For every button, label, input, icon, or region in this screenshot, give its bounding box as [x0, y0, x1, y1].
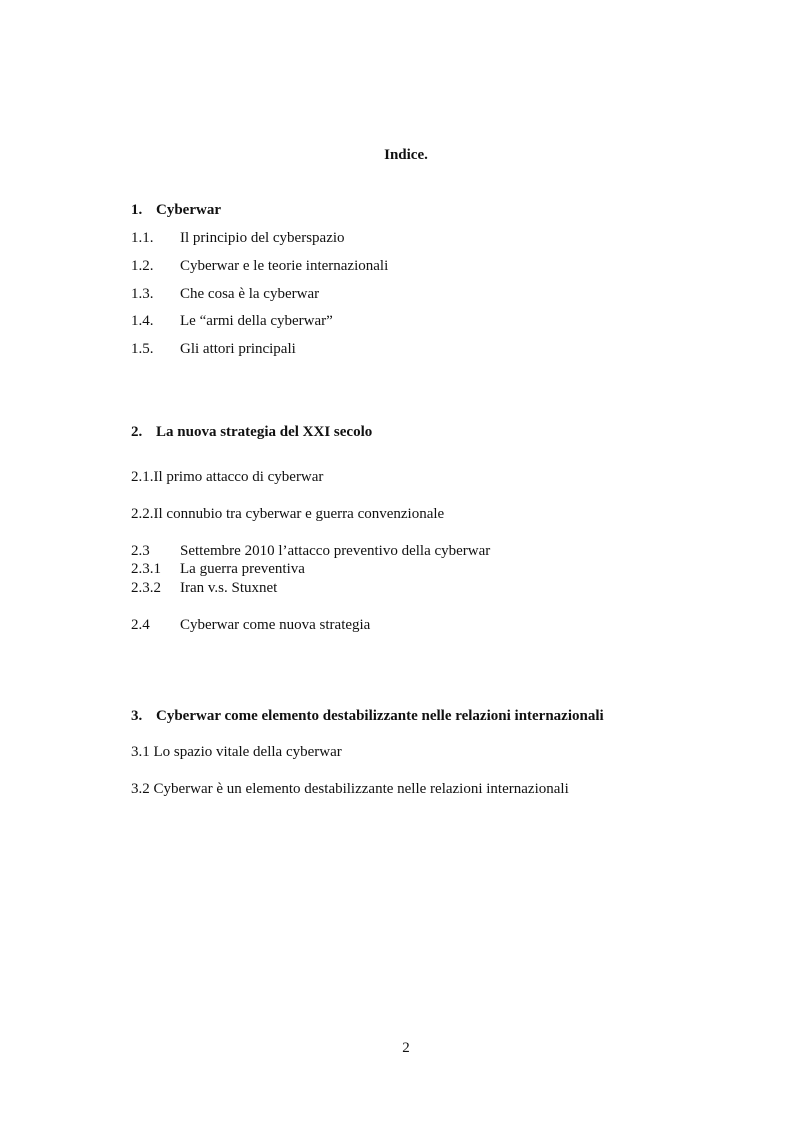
toc-entry-text: Cyberwar e le teorie internazionali	[180, 258, 389, 274]
toc-entry-number: 2.3.2	[131, 580, 161, 596]
toc-entry-2-4	[131, 618, 370, 633]
chapter-1-number: 1.	[131, 202, 143, 218]
toc-entry-1-2	[131, 259, 388, 274]
toc-entry-text: Lo spazio vitale della cyberwar	[153, 744, 342, 760]
chapter-2-heading	[131, 425, 372, 440]
chapter-2-number: 2.	[131, 424, 143, 440]
toc-entry-2-3	[131, 544, 490, 559]
toc-entry-text: Il principio del cyberspazio	[180, 230, 345, 246]
toc-entry-number: 3.2	[131, 781, 150, 797]
toc-entry-number: 1.3.	[131, 286, 154, 302]
chapter-1-title: Cyberwar	[156, 202, 221, 218]
toc-entry-2-3-2	[131, 581, 277, 596]
toc-entry-number: 2.2.	[131, 506, 154, 522]
toc-entry-text: Cyberwar come nuova strategia	[180, 617, 371, 633]
toc-entry-text: Gli attori principali	[180, 341, 296, 357]
toc-entry-number: 2.3	[131, 543, 150, 559]
toc-entry-2-2	[131, 507, 444, 522]
toc-entry-number: 1.5.	[131, 341, 154, 357]
toc-entry-1-4	[131, 314, 333, 329]
toc-entry-text: Settembre 2010 l’attacco preventivo della cyberwar	[180, 543, 491, 559]
toc-entry-text: Le “armi della cyberwar”	[180, 313, 333, 329]
chapter-3-number: 3.	[131, 708, 143, 724]
toc-entry-number: 1.2.	[131, 258, 154, 274]
index-title: Indice.	[384, 147, 428, 163]
toc-entry-text: Che cosa è la cyberwar	[180, 286, 320, 302]
toc-entry-text: Il connubio tra cyberwar e guerra convenzionale	[153, 506, 445, 522]
toc-entry-3-1	[131, 745, 342, 760]
toc-entry-text: Il primo attacco di cyberwar	[153, 469, 324, 485]
toc-entry-number: 2.1.	[131, 469, 154, 485]
toc-entry-2-3-1	[131, 562, 305, 577]
chapter-2-title: La nuova strategia del XXI secolo	[156, 424, 373, 440]
toc-entry-number: 2.3.1	[131, 561, 161, 577]
toc-entry-3-2	[131, 782, 569, 797]
toc-entry-2-1	[131, 470, 323, 485]
chapter-3-title: Cyberwar come elemento destabilizzante nelle relazioni internazionali	[156, 708, 604, 724]
toc-entry-text: Iran v.s. Stuxnet	[180, 580, 278, 596]
toc-entry-text: Cyberwar è un elemento destabilizzante nelle relazioni internazionali	[153, 781, 569, 797]
toc-entry-1-3	[131, 287, 319, 302]
chapter-3-heading	[131, 709, 604, 724]
toc-entry-1-5	[131, 342, 296, 357]
chapter-1-heading	[131, 203, 221, 218]
toc-entry-number: 3.1	[131, 744, 150, 760]
page-number: 2	[402, 1040, 410, 1056]
toc-entry-number: 1.1.	[131, 230, 154, 246]
toc-entry-number: 1.4.	[131, 313, 154, 329]
toc-entry-text: La guerra preventiva	[180, 561, 305, 577]
toc-entry-1-1	[131, 231, 345, 246]
toc-entry-number: 2.4	[131, 617, 150, 633]
